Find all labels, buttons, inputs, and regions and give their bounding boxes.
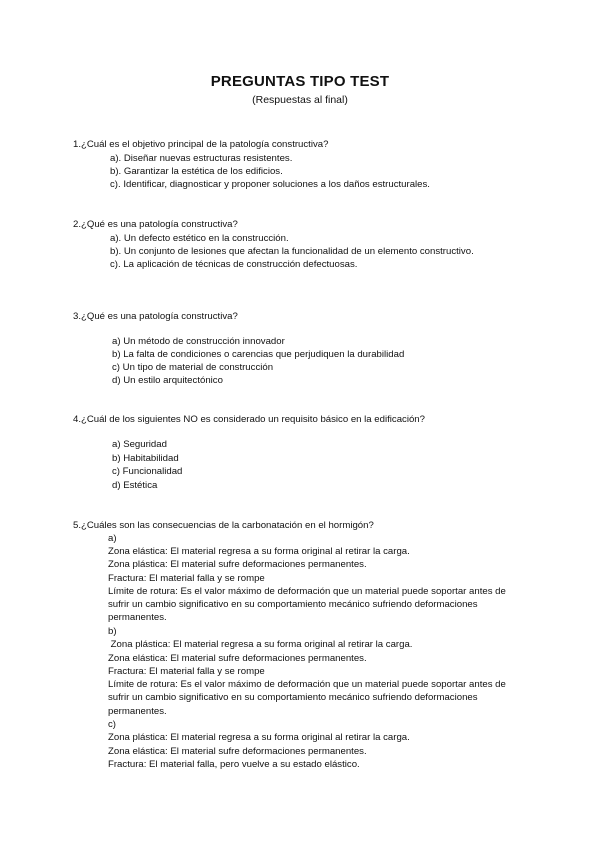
page-title: PREGUNTAS TIPO TEST (210, 73, 390, 90)
question-3-option-b: b) La falta de condiciones o carencias que perjudiquen la durabilidad (112, 349, 405, 360)
question-4: 4.¿Cuál de los siguientes NO es considerado un requisito básico en la edificación? (73, 414, 425, 425)
question-5-line: permanentes. (108, 612, 167, 623)
question-5-line: Fractura: El material falla, pero vuelve a su estado elástico. (108, 759, 360, 770)
question-3-option-a: a) Un método de construcción innovador (112, 336, 285, 347)
question-5-line: Zona plástica: El material regresa a su forma original al retirar la carga. (108, 639, 413, 650)
question-3-option-c: c) Un tipo de material de construcción (112, 362, 274, 373)
question-1-option-c: c). Identificar, diagnosticar y proponer soluciones a los daños estructurales. (110, 179, 430, 190)
question-1: 1.¿Cuál es el objetivo principal de la patología constructiva? (73, 139, 329, 150)
question-5-line: Límite de rotura: Es el valor máximo de deformación que un material puede soportar antes de (108, 679, 506, 690)
question-2: 2.¿Qué es una patología constructiva? (73, 219, 238, 230)
question-3: 3.¿Qué es una patología constructiva? (73, 311, 238, 322)
question-5-line: Zona elástica: El material sufre deformaciones permanentes. (108, 653, 367, 664)
question-5-option-a-label: a) (108, 533, 117, 544)
page-subtitle: (Respuestas al final) (252, 94, 348, 106)
question-4-option-c: c) Funcionalidad (112, 466, 183, 477)
question-5-line: sufrir un cambio significativo en su comportamiento mecánico sufriendo deformaciones (108, 692, 478, 703)
question-5-line: Fractura: El material falla y se rompe (108, 573, 265, 584)
question-5-line: sufrir un cambio significativo en su comportamiento mecánico sufriendo deformaciones (108, 599, 478, 610)
question-1-option-b: b). Garantizar la estética de los edificios. (110, 166, 283, 177)
question-5-line: Zona elástica: El material sufre deformaciones permanentes. (108, 746, 367, 757)
question-5: 5.¿Cuáles son las consecuencias de la carbonatación en el hormigón? (73, 520, 374, 531)
question-4-option-b: b) Habitabilidad (112, 453, 179, 464)
question-5-line: Límite de rotura: Es el valor máximo de deformación que un material puede soportar antes de (108, 586, 506, 597)
question-5-option-c-label: c) (108, 719, 116, 730)
question-5-option-b-label: b) (108, 626, 117, 637)
question-3-option-d: d) Un estilo arquitectónico (112, 375, 223, 386)
question-4-option-a: a) Seguridad (112, 439, 167, 450)
question-2-option-b: b). Un conjunto de lesiones que afectan la funcionalidad de un elemento constructivo. (110, 246, 474, 257)
question-2-option-c: c). La aplicación de técnicas de construcción defectuosas. (110, 259, 358, 270)
question-4-option-d: d) Estética (112, 480, 158, 491)
question-1-option-a: a). Diseñar nuevas estructuras resistentes. (110, 153, 293, 164)
question-5-line: Fractura: El material falla y se rompe (108, 666, 265, 677)
question-5-line: Zona plástica: El material regresa a su forma original al retirar la carga. (108, 732, 410, 743)
question-2-option-a: a). Un defecto estético en la construcción. (110, 233, 289, 244)
question-5-line: Zona plástica: El material sufre deformaciones permanentes. (108, 559, 367, 570)
question-5-line: permanentes. (108, 706, 167, 717)
question-5-line: Zona elástica: El material regresa a su forma original al retirar la carga. (108, 546, 410, 557)
